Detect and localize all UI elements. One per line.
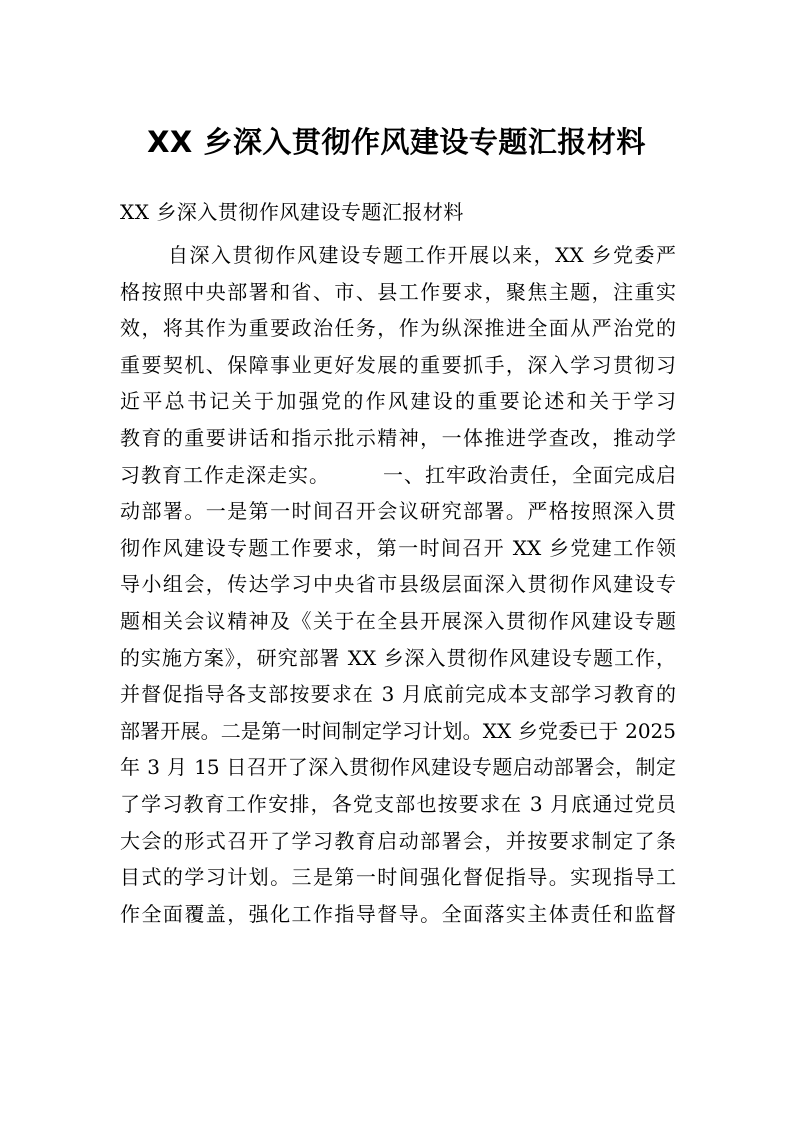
- body-line: 彻作风建设专题工作要求，第一时间召开 XX 乡党建工作领: [120, 535, 676, 560]
- body-line: 目式的学习计划。三是第一时间强化督促指导。实现指导工: [120, 865, 676, 890]
- body-line: 年 3 月 15 日召开了深入贯彻作风建设专题启动部署会，制定: [120, 755, 676, 780]
- body-line: 并督促指导各支部按要求在 3 月底前完成本支部学习教育的: [120, 682, 676, 707]
- body-line: 的实施方案》，研究部署 XX 乡深入贯彻作风建设专题工作，: [120, 645, 676, 670]
- body-line: 了学习教育工作安排，各党支部也按要求在 3 月底通过党员: [120, 791, 676, 816]
- body-line: 效，将其作为重要政治任务，作为纵深推进全面从严治党的: [120, 316, 676, 341]
- body-line: 自深入贯彻作风建设专题工作开展以来，XX 乡党委严: [168, 243, 676, 267]
- body-line: 题相关会议精神及《关于在全县开展深入贯彻作风建设专题: [120, 608, 676, 633]
- body-line: 动部署。一是第一时间召开会议研究部署。严格按照深入贯: [120, 499, 676, 524]
- body-line: 格按照中央部署和省、市、县工作要求，聚焦主题，注重实: [120, 279, 676, 304]
- body-line: 作全面覆盖，强化工作指导督导。全面落实主体责任和监督: [120, 901, 676, 926]
- document-subtitle: XX 乡深入贯彻作风建设专题汇报材料: [120, 200, 464, 224]
- body-line: 近平总书记关于加强党的作风建设的重要论述和关于学习: [120, 389, 676, 414]
- document-title: XX 乡深入贯彻作风建设专题汇报材料: [147, 125, 646, 159]
- body-line: 教育的重要讲话和指示批示精神，一体推进学查改，推动学: [120, 425, 676, 450]
- body-line: 重要契机、保障事业更好发展的重要抓手，深入学习贯彻习: [120, 352, 676, 377]
- document-body: [120, 237, 676, 932]
- body-line: 习教育工作走深走实。 一、扛牢政治责任，全面完成启: [120, 462, 676, 487]
- body-line: 部署开展。二是第一时间制定学习计划。XX 乡党委已于 2025: [120, 718, 676, 743]
- body-line: 导小组会，传达学习中央省市县级层面深入贯彻作风建设专: [120, 572, 676, 597]
- body-line: 大会的形式召开了学习教育启动部署会，并按要求制定了条: [120, 828, 676, 853]
